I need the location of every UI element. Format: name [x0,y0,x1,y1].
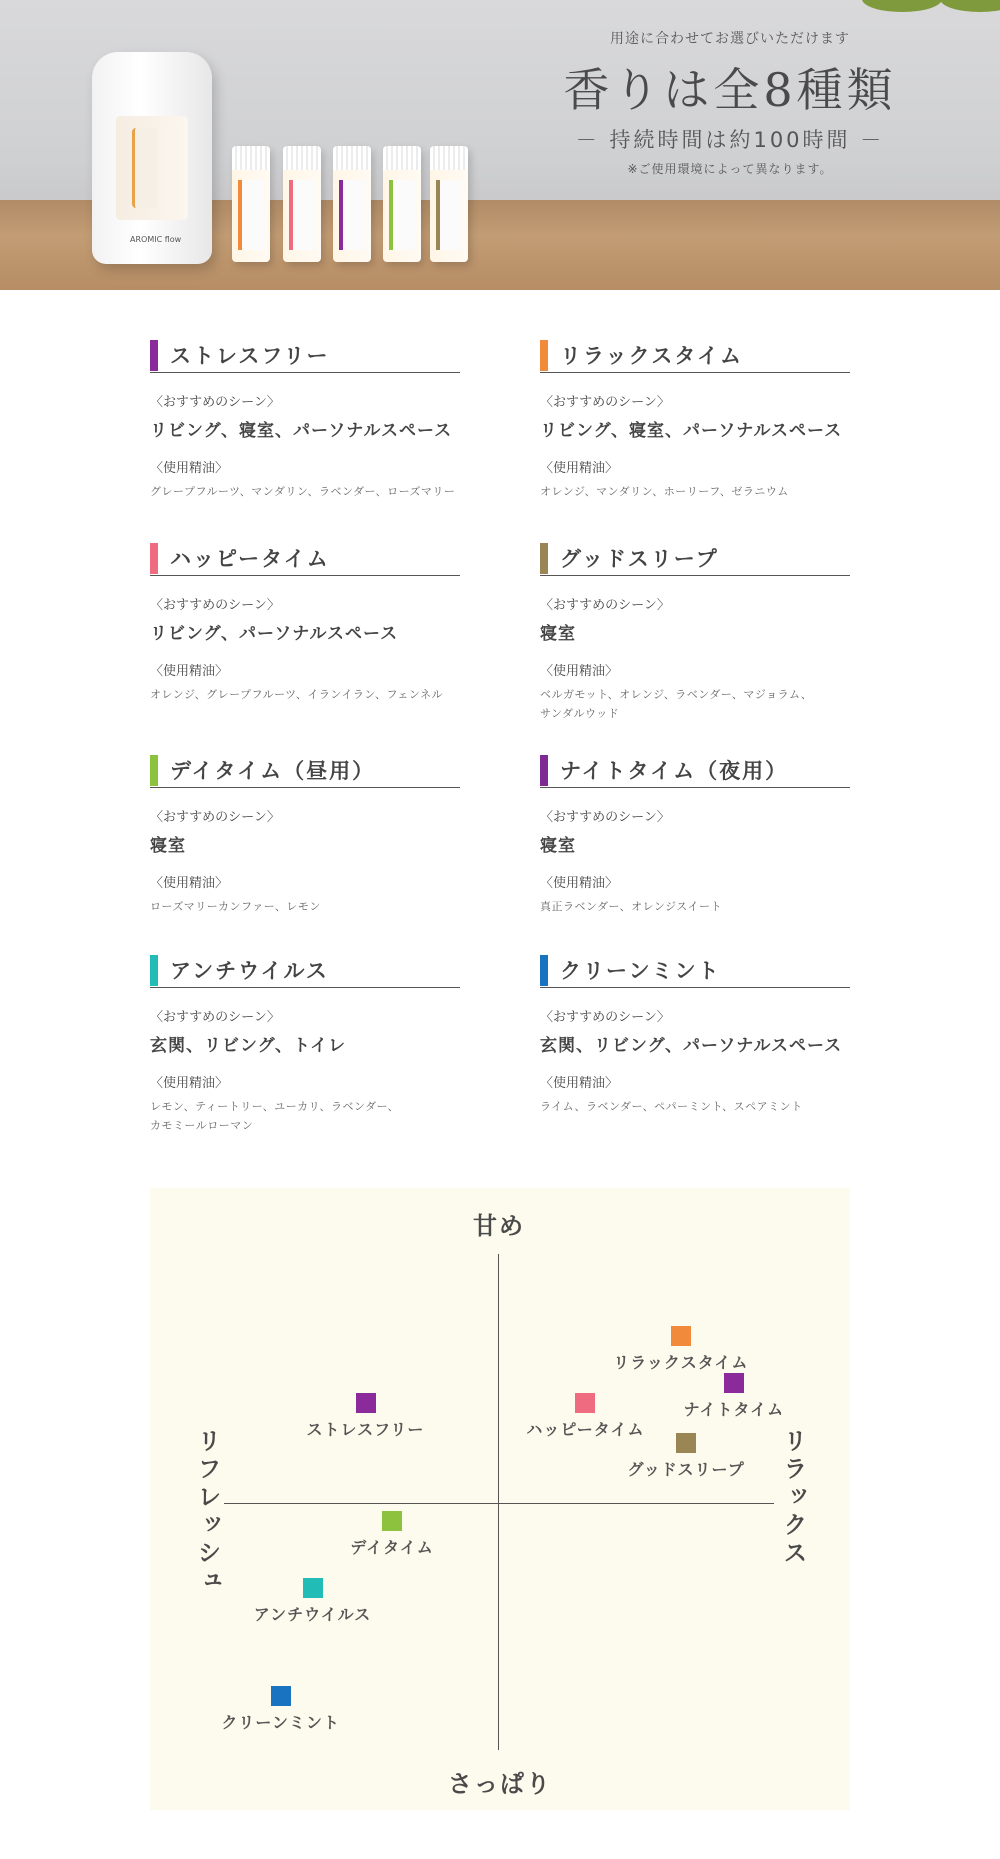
scene-label: 〈おすすめのシーン〉 [540,598,670,613]
map-point-marker [671,1326,691,1346]
hero-note: ※ご使用環境によって異なります。 [627,162,833,176]
leaf-decoration [862,0,942,12]
oil-line: 真正ラベンダー、オレンジスイート [540,900,723,913]
oil-bottle [383,146,421,262]
scent-card [540,543,850,723]
map-axis-right-label: リラックス [779,1428,807,1568]
map-point-label: リラックスタイム [613,1352,749,1372]
oil-list [150,482,460,501]
map-point-label: ナイトタイム [683,1400,785,1419]
map-axis-top-label: 甘め [473,1212,525,1240]
color-marker [150,340,158,371]
oil-list [150,897,460,916]
map-point-marker [271,1686,291,1706]
leaf-decoration [940,0,1000,12]
scent-card-title [150,340,460,373]
hero-subtitle: 用途に合わせてお選びいただけます [610,31,850,47]
oil-list [540,897,850,916]
scent-card-title [150,755,460,788]
scent-name: ストレスフリー [170,344,330,368]
scene-value: 玄関、リビング、トイレ [150,1036,347,1056]
map-point-label: デイタイム [350,1537,434,1557]
scent-name: ナイトタイム（夜用） [560,759,789,783]
scene-value: リビング、寝室、パーソナルスペース [150,421,453,441]
oil-list [150,1097,460,1135]
hero-duration: － 持続時間は約100時間 － [575,128,885,152]
color-marker [150,755,158,786]
oil-bottle [430,146,468,262]
scent-card-title [540,543,850,576]
oil-list [540,482,850,501]
map-point-label: アンチウイルス [253,1605,372,1624]
map-point-label: ハッピータイム [526,1420,645,1439]
scent-card [150,543,460,704]
oil-line: ベルガモット、オレンジ、ラベンダー、マジョラム、 [540,688,813,701]
oil-line: ライム、ラベンダー、ペパーミント、スペアミント [540,1100,803,1113]
map-axis-vertical [498,1254,499,1750]
oil-label: 〈使用精油〉 [540,461,619,476]
scene-label: 〈おすすめのシーン〉 [150,1010,280,1025]
scene-value: 玄関、リビング、パーソナルスペース [540,1036,843,1056]
scent-card-title [150,543,460,576]
scent-name: リラックスタイム [560,344,743,368]
color-marker [540,340,548,371]
scent-card [150,340,460,501]
scent-map [150,1188,850,1810]
diffuser-brand: AROMIC flow [130,235,182,244]
map-axis-horizontal [224,1503,774,1504]
scene-label: 〈おすすめのシーン〉 [150,598,280,613]
scent-card [150,755,460,916]
scent-name: アンチウイルス [170,959,329,983]
scene-label: 〈おすすめのシーン〉 [540,810,670,825]
map-point-label: ストレスフリー [306,1420,425,1439]
map-axis-bottom-label: さっぱり [448,1770,552,1798]
scene-label: 〈おすすめのシーン〉 [540,1010,670,1025]
diffuser-window [116,116,188,220]
scene-label: 〈おすすめのシーン〉 [540,395,670,410]
scene-value: リビング、パーソナルスペース [150,624,399,644]
oil-line: レモン、ティートリー、ユーカリ、ラベンダー、 [150,1100,400,1113]
scent-card [540,755,850,916]
oil-bottle [232,146,270,262]
color-marker [540,543,548,574]
map-point-marker [575,1393,595,1413]
map-point-marker [724,1373,744,1393]
oil-line: サンダルウッド [540,707,620,720]
oil-label: 〈使用精油〉 [150,876,229,891]
hero-text [520,28,940,177]
oil-label: 〈使用精油〉 [540,1076,619,1091]
oil-line: ローズマリーカンファー、レモン [150,900,321,913]
oil-label: 〈使用精油〉 [150,1076,229,1091]
scent-card [150,955,460,1135]
scent-card-title [540,755,850,788]
oil-line: オレンジ、グレープフルーツ、イランイラン、フェンネル [150,688,444,701]
oil-list [150,685,460,704]
scent-name: デイタイム（昼用） [170,759,376,783]
hero-title: 香りは全8種類 [563,63,897,117]
scent-card-title [150,955,460,988]
oil-label: 〈使用精油〉 [150,461,229,476]
hero-banner [0,0,1000,290]
oil-bottle [283,146,321,262]
oil-list [540,1097,850,1116]
oil-label: 〈使用精油〉 [540,664,619,679]
map-point-marker [303,1578,323,1598]
oil-line: オレンジ、マンダリン、ホーリーフ、ゼラニウム [540,485,789,498]
scene-value: 寝室 [540,836,576,856]
scene-label: 〈おすすめのシーン〉 [150,810,280,825]
scent-name: クリーンミント [560,959,721,983]
map-point-marker [382,1511,402,1531]
scent-name: ハッピータイム [170,547,330,571]
oil-line: カモミールローマン [150,1119,254,1132]
oil-list [540,685,850,723]
scene-label: 〈おすすめのシーン〉 [150,395,280,410]
scene-value: 寝室 [150,836,186,856]
color-marker [540,755,548,786]
scent-card-title [540,955,850,988]
map-point-marker [676,1433,696,1453]
oil-label: 〈使用精油〉 [150,664,229,679]
scent-card-title [540,340,850,373]
scent-card [540,340,850,501]
color-marker [150,543,158,574]
scene-value: リビング、寝室、パーソナルスペース [540,421,843,441]
scent-card [540,955,850,1116]
map-point-label: クリーンミント [221,1712,341,1732]
map-point-label: グッドスリープ [627,1460,745,1479]
scene-value: 寝室 [540,624,576,644]
diffuser-image [92,52,212,264]
oil-bottle [333,146,371,262]
oil-label: 〈使用精油〉 [540,876,619,891]
color-marker [150,955,158,986]
color-marker [540,955,548,986]
scent-name: グッドスリープ [560,547,719,571]
oil-line: グレープフルーツ、マンダリン、ラベンダー、ローズマリー [150,485,456,498]
map-axis-left-label: リフレッシュ [193,1428,221,1596]
map-point-marker [356,1393,376,1413]
